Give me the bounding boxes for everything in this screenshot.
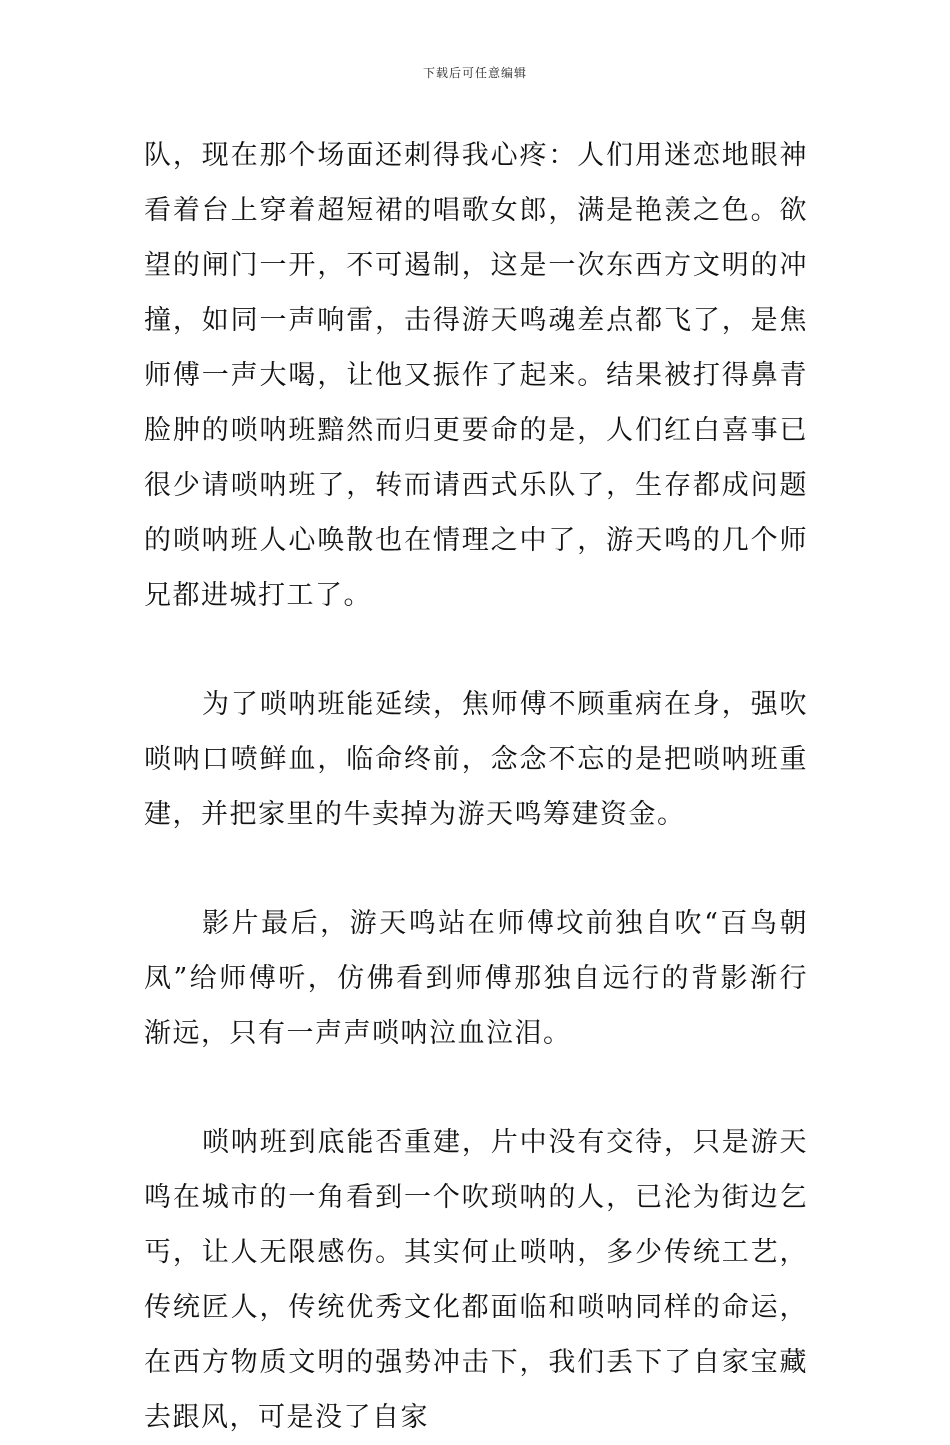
paragraph-4: 唢呐班到底能否重建，片中没有交待，只是游天鸣在城市的一角看到一个吹琐呐的人，已沦为街边乞丐，让人无限感伤。其实何止唢呐，多少传统工艺，传统匠人，传统优秀文化都面临和唢呐同样的命运，在西方物质文明的强势冲击下，我们丢下了自家宝藏去跟风，可是没了自家 [144, 1127, 808, 1433]
paragraph-3: 影片最后，游天鸣站在师傅坟前独自吹“百鸟朝凤”给师傅听，仿佛看到师傅那独自远行的背影渐行渐远，只有一声声唢呐泣血泣泪。 [144, 908, 808, 1049]
paragraph-1: 队，现在那个场面还刺得我心疼：人们用迷恋地眼神看着台上穿着超短裙的唱歌女郎，满是艳羡之色。欲望的闸门一开，不可遏制，这是一次东西方文明的冲撞，如同一声响雷，击得游天鸣魂差点都飞了，是焦师傅一声大喝，让他又振作了起来。结果被打得鼻青脸肿的唢呐班黯然而归更要命的是，人们红白喜事已很少请唢呐班了，转而请西式乐队了，生存都成问题的唢呐班人心唤散也在情理之中了，游天鸣的几个师兄都进城打工了。 [144, 140, 808, 611]
paragraph-2: 为了唢呐班能延续，焦师傅不顾重病在身，强吹唢呐口喷鲜血，临命终前，念念不忘的是把唢呐班重建，并把家里的牛卖掉为游天鸣筹建资金。 [144, 689, 808, 830]
document-body [144, 128, 808, 1445]
header-note: 下载后可任意编辑 [422, 66, 527, 80]
